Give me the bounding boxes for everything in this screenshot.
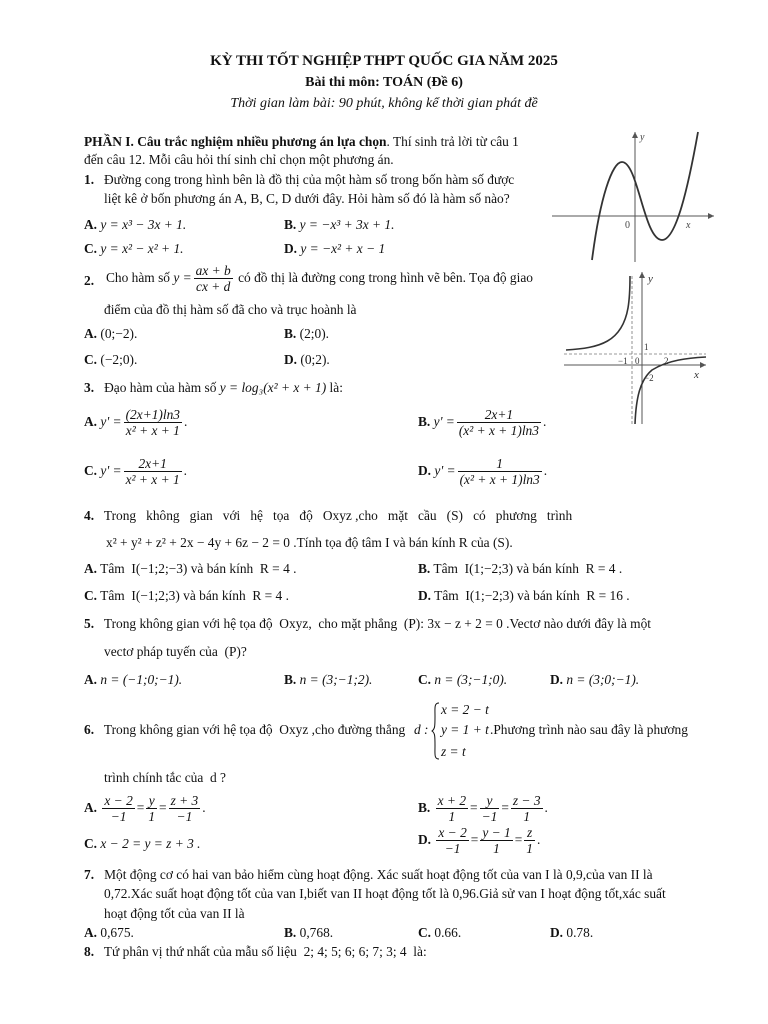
graph1-x-label: x	[686, 220, 691, 231]
graph1-curve	[592, 132, 698, 260]
q3-d-fraction	[458, 456, 542, 488]
q7-text-a: Một động cơ có hai van bảo hiểm cùng hoạt động. Xác suất hoạt động tốt của van I là 0,9,của van II là	[104, 867, 653, 882]
q5-line-a	[84, 616, 651, 633]
graph2-tick-minus2: −2	[644, 373, 654, 383]
q2-b-text: (2;0).	[299, 326, 330, 341]
q6-a-d2: 1	[148, 809, 156, 825]
q7-c-text: 0.66.	[434, 925, 462, 940]
q6-a-d1: −1	[110, 809, 127, 825]
q2-text-a: Cho hàm số	[106, 269, 170, 285]
option-label: A.	[84, 561, 98, 576]
option-label: A.	[84, 217, 98, 232]
q5-option-d	[550, 672, 639, 689]
option-label: D.	[418, 588, 432, 603]
q7-option-d	[550, 925, 593, 942]
q3-c-den: x² + x + 1	[125, 472, 180, 488]
q5-option-a	[84, 672, 182, 689]
option-label: C.	[84, 836, 98, 851]
q5-text-a: Trong không gian với hệ tọa độ Oxyz, cho mặt phẳng (P): 3x − z + 2 = 0 .Vectơ nào dưới đây là một	[103, 616, 652, 631]
q6-b-d1: 1	[448, 809, 456, 825]
cubic-graph	[548, 128, 718, 266]
option-label: D.	[418, 831, 432, 847]
graph2-tick-minus1: −1	[618, 356, 628, 366]
q3-option-a: A. y' = $\frac{(2x+1)\ln 3}{\text{x² + x + 1}}$ .	[84, 407, 188, 439]
q2-text-b: có đồ thị là đường cong trong hình vẽ bên. Tọa độ giao	[238, 269, 533, 285]
option-label: D.	[284, 241, 298, 256]
q6-option-b: B. $\frac{x + 2}{1}$ = $\frac{y}{-1}$ = $\frac{z - 3}{1}$ .	[418, 793, 548, 825]
option-label: A.	[84, 326, 98, 341]
q3-d-yprime: y' =	[434, 462, 456, 478]
q1-text-b: liệt kê ở bốn phương án A, B, C, D dưới đây. Hỏi hàm số đó là hàm số nào?	[104, 191, 510, 206]
q6-a-frac1	[102, 793, 134, 825]
q2-text-c: điểm của đồ thị hàm số đã cho và trục hoành là	[104, 302, 357, 317]
q6-d-d3: 1	[526, 841, 533, 857]
q7-text-c: hoạt động tốt của van II là	[104, 906, 245, 921]
q6-a-n2: y	[146, 793, 157, 809]
q6-text-c: trình chính tắc của d ?	[104, 770, 226, 785]
exam-title: KỲ THI TỐT NGHIỆP THPT QUỐC GIA NĂM 2025	[210, 53, 558, 69]
q7-text-b: 0,72.Xác suất hoạt động tốt của van I,biết van II hoạt động tốt là 0,96.Giả sử van I hoạt động tốt,xác suất	[104, 886, 666, 901]
option-label: C.	[418, 925, 432, 940]
q6-d-n3: z	[524, 825, 535, 841]
q3-c-yprime: y' =	[100, 462, 122, 478]
q6-system-3: z = t	[441, 744, 466, 759]
q4-text-b: x² + y² + z² + 2x − 4y + 6z − 2 = 0 .Tính tọa độ tâm I và bán kính R của (S).	[106, 535, 513, 550]
q2-option-c	[84, 352, 137, 369]
q6-d-frac3	[524, 825, 535, 857]
q2-fraction	[194, 263, 233, 295]
q7-a-text: 0,675.	[100, 925, 134, 940]
q5-b-text: n = (3;−1;2).	[299, 672, 373, 687]
q3-function: y = log₃(x² + x + 1)	[219, 380, 327, 395]
q5-c-text: n = (3;−1;0).	[434, 672, 508, 687]
q1-number: 1.	[84, 172, 95, 187]
part1-heading: PHẦN I. Câu trắc nghiệm nhiều phương án lựa chọn	[84, 134, 387, 149]
q6-system-brace	[431, 702, 441, 760]
option-label: A.	[84, 413, 98, 429]
q3-text: Đạo hàm của hàm số	[104, 380, 217, 395]
q1-text-a: Đường cong trong hình bên là đồ thị của một hàm số trong bốn hàm số được	[104, 172, 515, 187]
q2-denominator: cx + d	[196, 279, 231, 295]
q2-text-line	[106, 263, 533, 295]
q6-option-a: A. $\frac{x - 2}{-1}$ = $\frac{y}{1}$ = $\frac{z + 3}{-1}$ .	[84, 793, 206, 825]
q2-option-b	[284, 326, 329, 343]
graph2-y-label: y	[648, 273, 653, 285]
q4-option-a	[84, 561, 296, 578]
q3-number: 3.	[84, 380, 95, 395]
q1-a-text: y = x³ − 3x + 1.	[100, 217, 187, 232]
q3-option-d: D. y' = $\frac{1}{\text{(x² + x + 1)ln3}}$ .	[418, 456, 548, 488]
q2-c-text: (−2;0).	[100, 352, 138, 367]
q1-option-b	[284, 217, 394, 234]
q5-number: 5.	[84, 616, 95, 631]
q1-d-text: y = −x² + x − 1	[300, 241, 386, 256]
option-label: D.	[550, 672, 564, 687]
option-label: B.	[418, 799, 431, 815]
q6-a-frac2	[146, 793, 157, 825]
q5-d-text: n = (3;0;−1).	[566, 672, 640, 687]
q6-d-n2: y − 1	[482, 825, 511, 840]
q5-option-c	[418, 672, 507, 689]
q3-line	[84, 380, 343, 397]
q7-b-text: 0,768.	[299, 925, 334, 940]
q6-a-d3: −1	[176, 809, 193, 825]
graph1-origin-label: 0	[625, 220, 630, 231]
option-label: D.	[550, 925, 564, 940]
exam-time: Thời gian làm bài: 90 phút, không kể thời gian phát đề	[230, 96, 538, 111]
q6-d-label: d :	[414, 722, 429, 737]
q1-option-d	[284, 241, 385, 258]
option-label: C.	[418, 672, 432, 687]
option-label: D.	[284, 352, 298, 367]
q6-b-d3: 1	[523, 809, 531, 825]
q3-a-fraction	[124, 407, 182, 439]
q8-line	[84, 944, 427, 961]
q3-a-den: x² + x + 1	[125, 423, 180, 439]
q3-b-fraction	[457, 407, 541, 439]
part1-intro-b: đến câu 12. Mỗi câu hỏi thí sinh chỉ chọn một phương án.	[84, 152, 394, 167]
option-label: A.	[84, 925, 98, 940]
q6-d-frac1	[436, 825, 468, 857]
option-label: C.	[84, 352, 98, 367]
q6-b-frac1	[436, 793, 468, 825]
q2-d-text: (0;2).	[300, 352, 330, 367]
q6-d-frac2	[480, 825, 512, 857]
q1-c-text: y = x² − x² + 1.	[100, 241, 184, 256]
q1-option-a	[84, 217, 186, 234]
q7-option-a	[84, 925, 134, 942]
q4-text-a: Trong không gian với hệ tọa độ Oxyz ,cho mặt cầu (S) có phương trình	[103, 508, 573, 523]
option-label: B.	[418, 413, 431, 429]
graph2-left-branch	[566, 276, 630, 350]
q1-b-text: y = −x³ + 3x + 1.	[299, 217, 395, 232]
q6-a-n3: z + 3	[170, 793, 199, 808]
graph2-right-branch	[635, 357, 706, 424]
q4-option-c	[84, 588, 289, 605]
q4-option-b	[418, 561, 622, 578]
q6-b-n1: x + 2	[437, 793, 467, 808]
part1-heading-line	[84, 134, 519, 151]
graph2-tick-1: 1	[644, 342, 649, 352]
q6-b-n2: y	[480, 793, 500, 809]
option-label: B.	[284, 925, 297, 940]
option-label: B.	[418, 561, 431, 576]
q7-number: 7.	[84, 867, 95, 882]
q1-option-c	[84, 241, 184, 258]
q6-number: 6.	[84, 722, 95, 737]
q7-option-b	[284, 925, 333, 942]
q3-d-num: 1	[458, 456, 542, 472]
q7-option-c	[418, 925, 461, 942]
option-label: A.	[84, 799, 98, 815]
option-label: C.	[84, 241, 98, 256]
q4-number: 4.	[84, 508, 95, 523]
q5-a-text: n = (−1;0;−1).	[100, 672, 183, 687]
exam-subject: Bài thi môn: TOÁN (Đề 6)	[305, 75, 463, 90]
q3-text-end: là:	[329, 380, 343, 395]
q6-b-frac2	[480, 793, 500, 825]
graph2-x-label: x	[694, 369, 699, 381]
q3-option-c: C. y' = $\frac{2x+1}{\text{x² + x + 1}}$ .	[84, 456, 188, 488]
q4-b-text: Tâm I(1;−2;3) và bán kính R = 4 .	[433, 561, 623, 576]
q6-text-b: .Phương trình nào sau đây là phương	[490, 722, 688, 737]
option-label: B.	[284, 217, 297, 232]
part1-intro-a: . Thí sinh trả lời từ câu 1	[386, 134, 519, 149]
q6-option-d: D. $\frac{x - 2}{-1}$ = $\frac{y - 1}{1}$ = $\frac{z}{1}$ .	[418, 825, 541, 857]
q6-a-frac3	[169, 793, 201, 825]
q7-d-text: 0.78.	[566, 925, 594, 940]
q3-b-den: (x² + x + 1)ln3	[458, 423, 539, 439]
q8-text: Tứ phân vị thứ nhất của mẫu số liệu 2; 4; 5; 6; 6; 7; 3; 4 là:	[103, 944, 427, 959]
q4-option-d	[418, 588, 630, 605]
q7-line-a	[84, 867, 653, 884]
q3-c-fraction	[124, 456, 182, 488]
q6-c-text: x − 2 = y = z + 3 .	[100, 836, 201, 851]
hyperbola-graph	[560, 268, 710, 428]
q6-system-1: x = 2 − t	[441, 702, 489, 717]
option-label: C.	[84, 462, 98, 478]
q6-d-d2: 1	[493, 841, 500, 857]
graph1-y-label: y	[640, 132, 645, 143]
q6-b-frac3	[511, 793, 543, 825]
q2-option-a	[84, 326, 137, 343]
option-label: B.	[284, 326, 297, 341]
q2-numerator: ax + b	[195, 263, 231, 278]
q5-option-b	[284, 672, 372, 689]
q6-d-n1: x − 2	[438, 825, 467, 840]
q4-line-a	[84, 508, 572, 525]
q6-b-n3: z − 3	[512, 793, 541, 808]
q3-d-den: (x² + x + 1)ln3	[459, 472, 540, 488]
q2-number: 2.	[84, 273, 95, 288]
q2-option-d	[284, 352, 330, 369]
q6-a-n1: x − 2	[104, 793, 133, 808]
option-label: A.	[84, 672, 98, 687]
q3-c-num: 2x+1	[124, 456, 182, 472]
q3-b-yprime: y' =	[433, 413, 455, 429]
q6-text-a: Trong không gian với hệ tọa độ Oxyz ,cho đường thẳng	[103, 722, 406, 737]
q8-number: 8.	[84, 944, 95, 959]
graph2-x-arrow	[700, 362, 706, 368]
q4-d-text: Tâm I(1;−2;3) và bán kính R = 16 .	[434, 588, 630, 603]
q6-system-2: y = 1 + t	[441, 722, 489, 737]
graph2-tick-0: 0	[635, 356, 640, 366]
q3-b-num: 2x+1	[457, 407, 541, 423]
graph2-tick-2: 2	[664, 356, 669, 366]
q3-option-b: B. y' = $\frac{2x+1}{\text{(x² + x + 1)ln3}}$ .	[418, 407, 547, 439]
q5-text-b: vectơ pháp tuyến của (P)?	[104, 644, 247, 659]
q2-y-eq: y =	[173, 269, 192, 285]
q4-c-text: Tâm I(−1;2;3) và bán kính R = 4 .	[100, 588, 289, 603]
q3-a-yprime: y' =	[100, 413, 122, 429]
q6-b-d2: −1	[481, 809, 498, 825]
q4-a-text: Tâm I(−1;2;−3) và bán kính R = 4 .	[100, 561, 297, 576]
option-label: D.	[418, 462, 432, 478]
q6-option-c	[84, 836, 201, 853]
graph1-y-arrow	[632, 132, 638, 138]
graph2-y-arrow	[639, 272, 645, 278]
option-label: B.	[284, 672, 297, 687]
q3-a-num: (2x+1)ln3	[125, 407, 180, 422]
q6-line-a	[84, 722, 405, 739]
q6-d-d1: −1	[444, 841, 461, 857]
graph1-x-arrow	[708, 213, 714, 219]
q2-a-text: (0;−2).	[100, 326, 138, 341]
option-label: C.	[84, 588, 98, 603]
